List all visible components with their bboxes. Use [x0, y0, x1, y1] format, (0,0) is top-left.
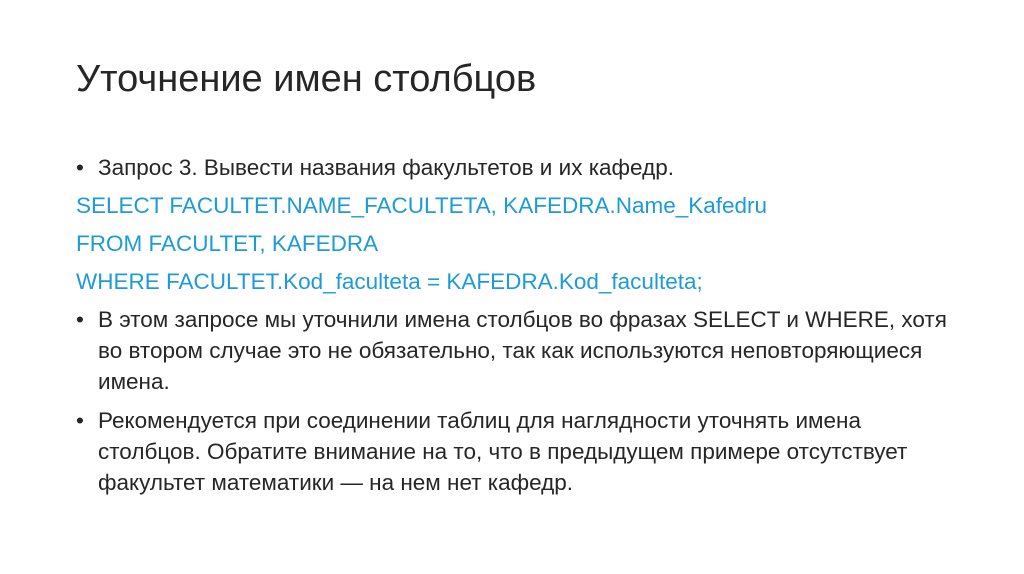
bullet-text-recommendation: Рекомендуется при соединении таблиц для наглядности уточнять имена столбцов. Обратите внимание на то, что в предыдущем примере отсутствует факультет математики — на нем нет кафедр.: [98, 408, 908, 495]
bullet-text-query: Запрос 3. Вывести названия факультетов и их кафедр.: [98, 155, 674, 180]
sql-line-select: SELECT FACULTET.NAME_FACULTETA, KAFEDRA.Name_Kafedru: [76, 193, 768, 218]
bullet-icon: •: [76, 307, 84, 332]
bullet-item-query: [76, 152, 956, 183]
bullet-icon: •: [76, 408, 84, 433]
bullet-item-explanation: [76, 304, 956, 397]
bullet-text-explanation: В этом запросе мы уточнили имена столбцов во фразах SELECT и WHERE, хотя во втором случае это не обязательно, так как используются неповторяющиеся имена.: [98, 307, 947, 394]
slide-content: [76, 152, 956, 498]
bullet-icon: •: [76, 155, 84, 180]
sql-line-where: WHERE FACULTET.Kod_faculteta = KAFEDRA.Kod_faculteta;: [76, 269, 703, 294]
slide-title: Уточнение имен столбцов: [76, 58, 537, 100]
sql-line-from: FROM FACULTET, KAFEDRA: [76, 231, 379, 256]
bullet-item-recommendation: [76, 405, 956, 498]
